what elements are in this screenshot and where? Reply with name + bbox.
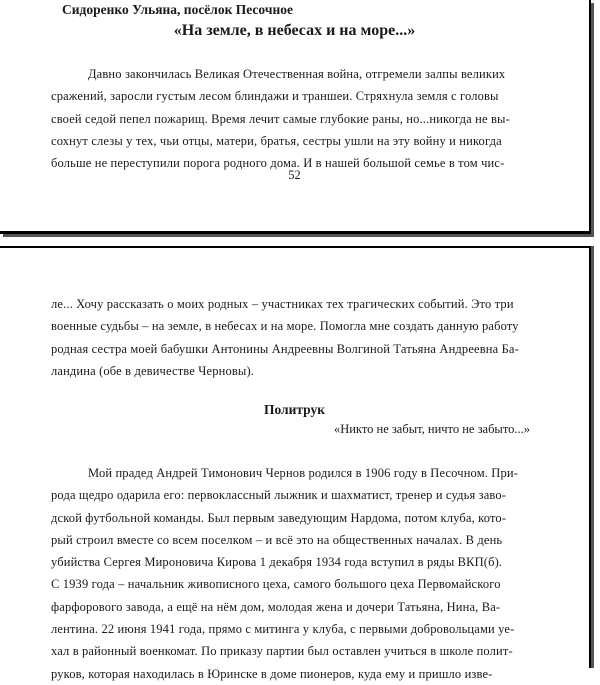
text-line: убийства Сергея Мироновича Кирова 1 декабря 1934 года вступил в ряды ВКП(б). (51, 555, 503, 570)
text-line: лентина. 22 июня 1941 года, прямо с митинга у клуба, с первыми добровольцами уе- (51, 622, 515, 637)
page-number: 52 (288, 168, 301, 182)
text-line: сохнут слезы у тех, чьи отцы, матери, братья, сестры ушли на эту войну и никогда (51, 133, 502, 148)
text-line: руков, которая находилась в Юринске в доме пионеров, куда ему и пришло изве- (51, 666, 493, 681)
text-line: своей седой пепел пожарищ. Время лечит самые глубокие раны, но...никогда не вы- (51, 111, 510, 126)
text-line: С 1939 года – начальник живописного цеха, самого большого цеха Первомайского (51, 577, 501, 592)
intro-paragraph-page2 (51, 293, 532, 382)
text-line: рый строил вместе со всем поселком – и всё это на общественных началах. В день (51, 532, 503, 547)
text-line: ландина (обе в девичестве Черновы). (51, 363, 255, 378)
author-line: Сидоренко Ульяна, посёлок Песочное (62, 2, 293, 17)
section-heading: Политрук (263, 402, 326, 417)
text-line: Мой прадед Андрей Тимонович Чернов родился в 1906 году в Песочном. При- (88, 466, 519, 480)
text-line: больше не переступили порога родного дома. И в нашей большой семье в том чис- (51, 156, 505, 171)
epigraph: «Никто не забыт, ничто не забыто...» (333, 422, 530, 436)
text-line: сражений, заросли густым лесом блиндажи и траншеи. Стряхнула земля с головы (51, 89, 499, 104)
text-line: рода щедро одарила его: первоклассный лыжник и шахматист, тренер и судья заво- (51, 488, 507, 503)
text-line: хал в районный военкомат. По приказу партии был оставлен учиться в школе полит- (51, 644, 513, 659)
text-line: ле... Хочу рассказать о моих родных – участниках тех трагических событий. Это три (51, 297, 514, 311)
body-paragraph (51, 462, 532, 685)
text-line: родная сестра моей бабушки Антонины Андреевны Волгиной Татьяна Андреевна Ба- (51, 341, 519, 356)
intro-paragraph-page1 (51, 63, 532, 174)
text-line: дской футбольной команды. Был первым заведующим Нардома, потом клуба, кото- (51, 510, 507, 525)
essay-title: «На земле, в небесах и на море...» (173, 22, 416, 39)
text-line: фарфорового завода, а ещё на нём дом, молодая жена и дочери Татьяна, Нина, Ва- (51, 599, 501, 614)
text-line: Давно закончилась Великая Отечественная война, отгремели залпы великих (88, 67, 506, 81)
page-gap (0, 237, 600, 245)
text-line: военные судьбы – на земле, в небесах и на море. Помогла мне создать данную работу (51, 319, 519, 334)
